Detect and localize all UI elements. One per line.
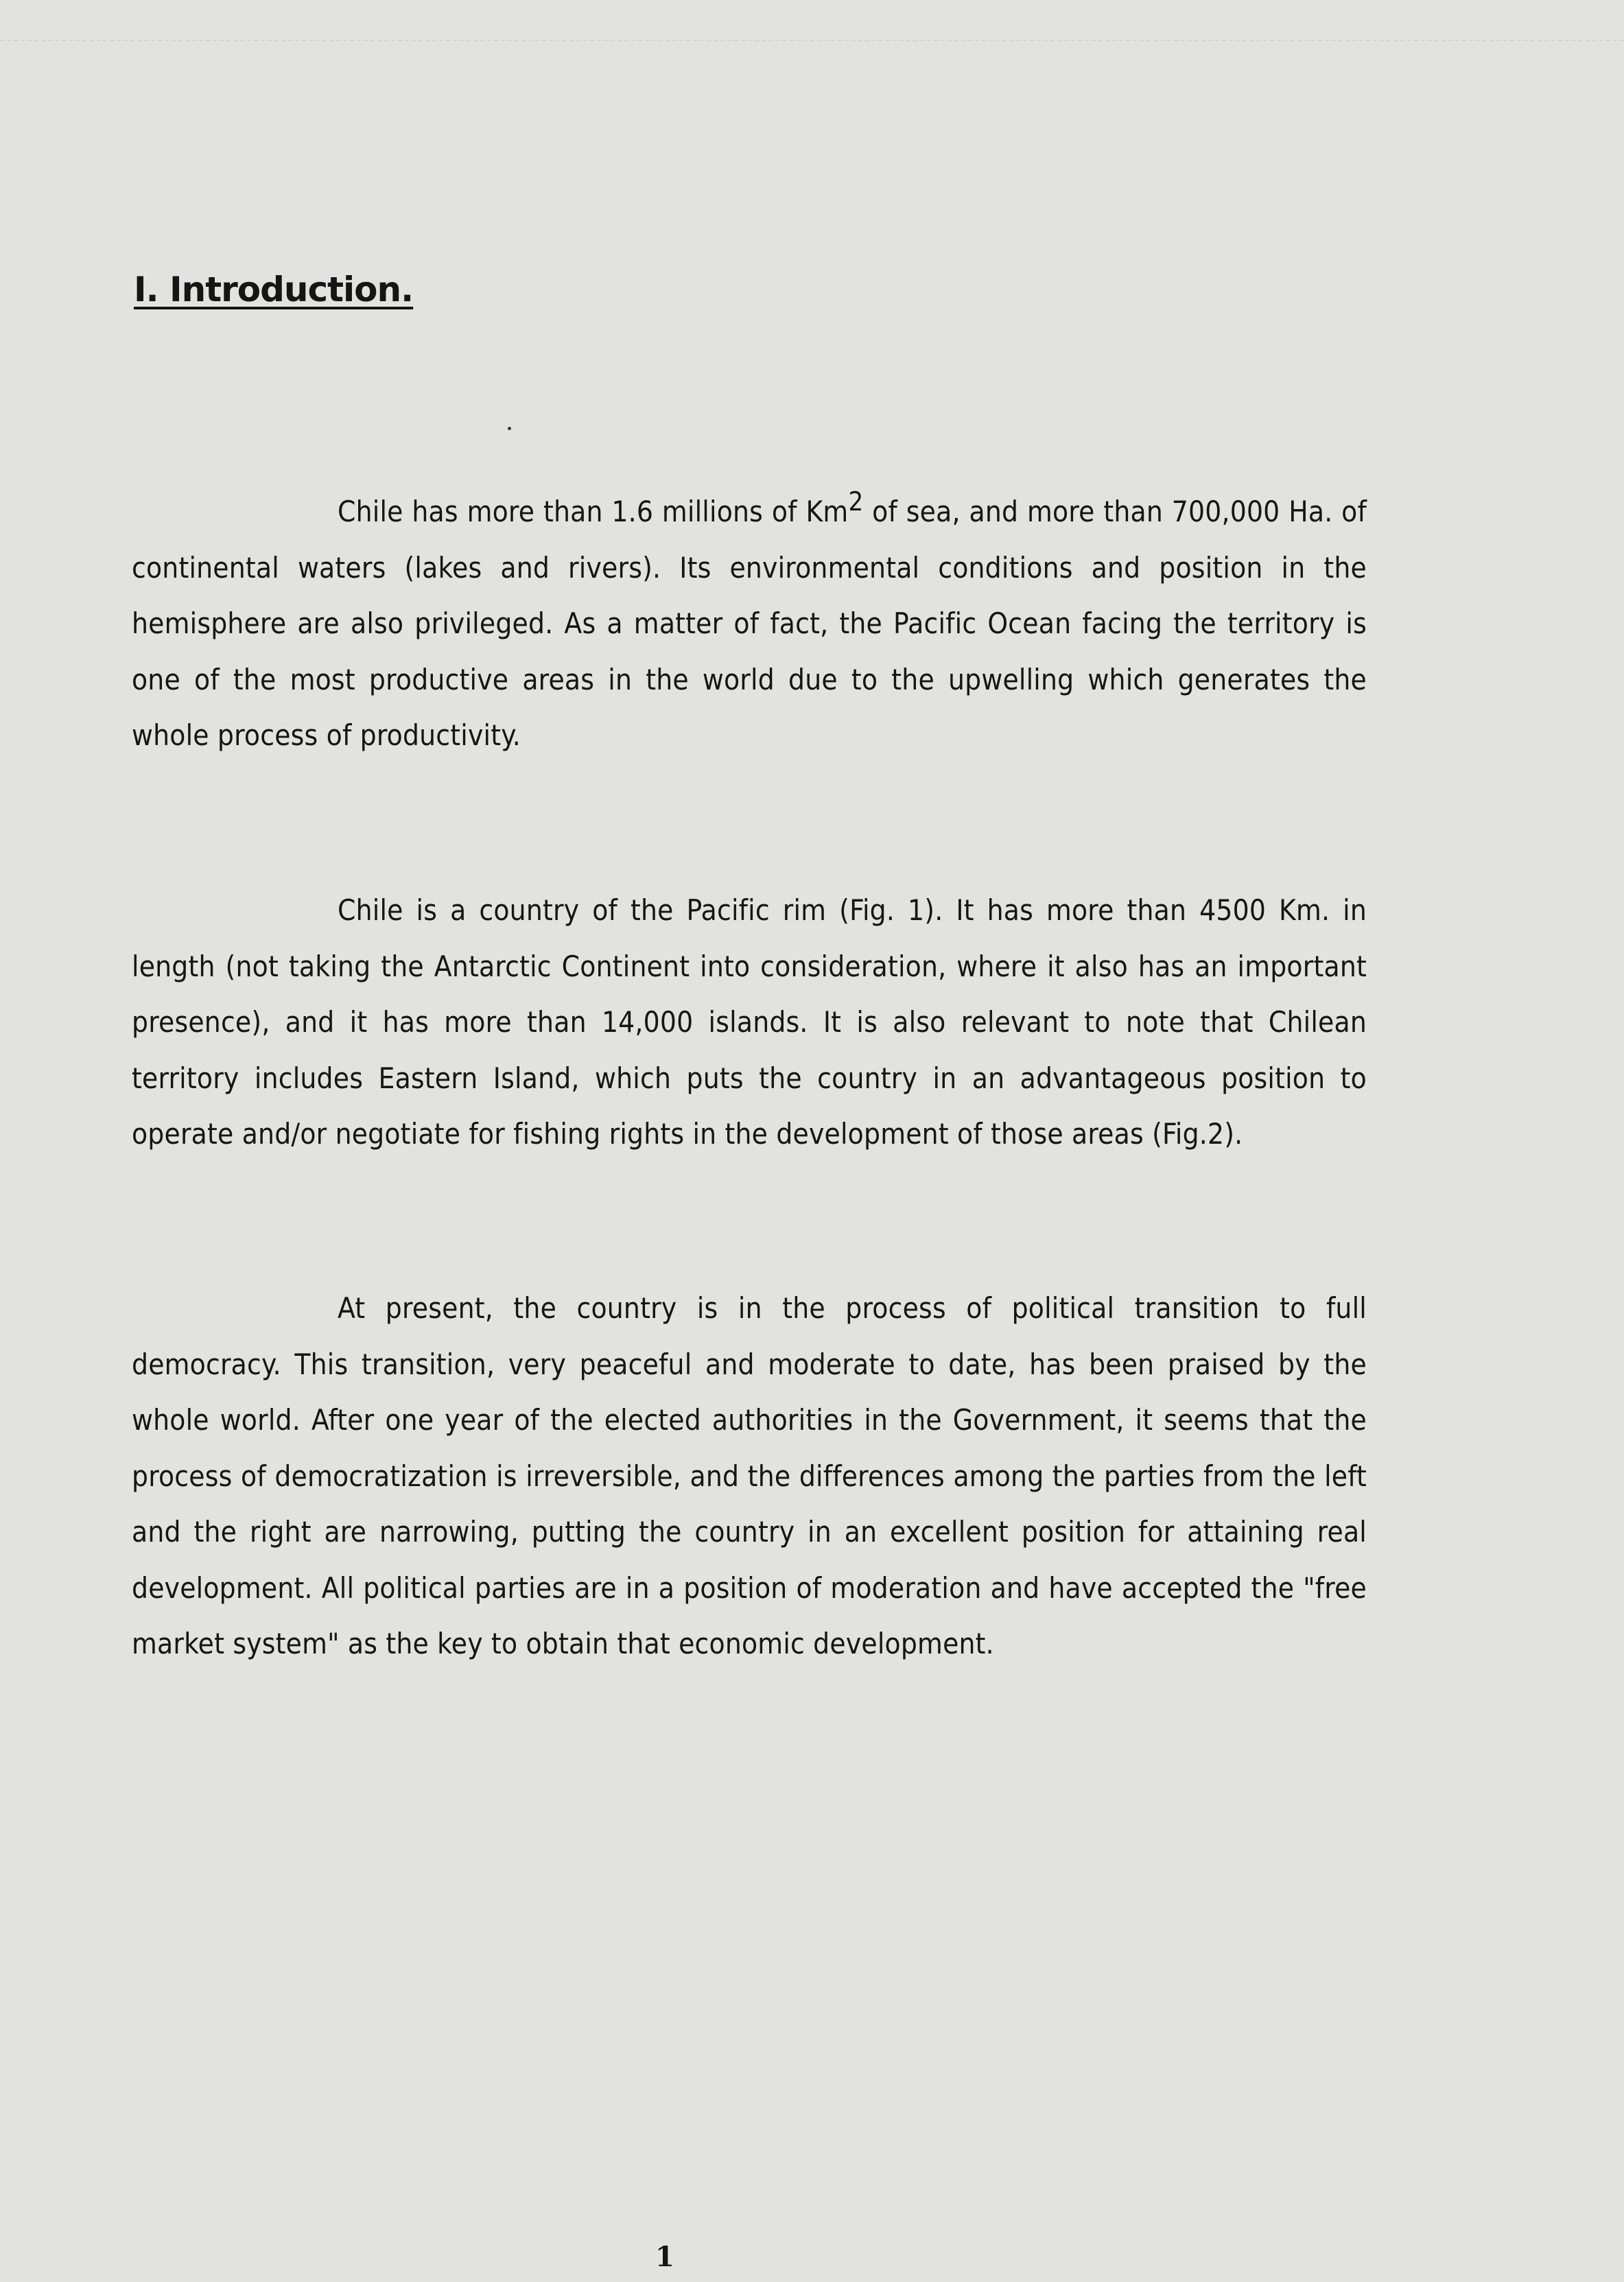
superscript-two: 2 xyxy=(848,486,864,517)
section-heading: I. Introduction. xyxy=(134,270,414,309)
paragraph-text-continued: of sea, and more than 700,000 Ha. of continental waters (lakes and rivers). Its environmental conditions and position in the hemisphere are also privileged. As a matter of fact, the Pacific Ocean facing the territory is one of the most productive areas in the world due to the upwelling which generates the whole process of productivity. xyxy=(132,495,1367,752)
paragraph-political-transition: At present, the country is in the process of political transition to full democracy. This transition, very peaceful and moderate to date, has been praised by the whole world. After one year of the elected authorities in the Government, it seems that the process of democratization is irreversible, and the differences among the parties from the left and the right are narrowing, putting the country in an excellent position for attaining real development. All political parties are in a position of moderation and have accepted the "free market system" as the key to obtain that economic development. xyxy=(132,1291,1367,1660)
page-top-edge xyxy=(0,0,1624,41)
stray-mark xyxy=(508,427,511,430)
paragraph-pacific-rim: Chile is a country of the Pacific rim (Fig. 1). It has more than 4500 Km. in length (not taking the Antarctic Continent into consideration, where it also has an important presence), and it has more than 14,000 islands. It is also relevant to note that Chilean territory includes Eastern Island, which puts the country in an advantageous position to operate and/or negotiate for fishing rights in the development of those areas (Fig.2). xyxy=(132,893,1367,1151)
page-number: 1 xyxy=(655,2241,674,2273)
paragraph-area-and-waters xyxy=(132,484,1367,764)
paragraph-text: Chile has more than 1.6 millions of Km xyxy=(338,495,849,528)
